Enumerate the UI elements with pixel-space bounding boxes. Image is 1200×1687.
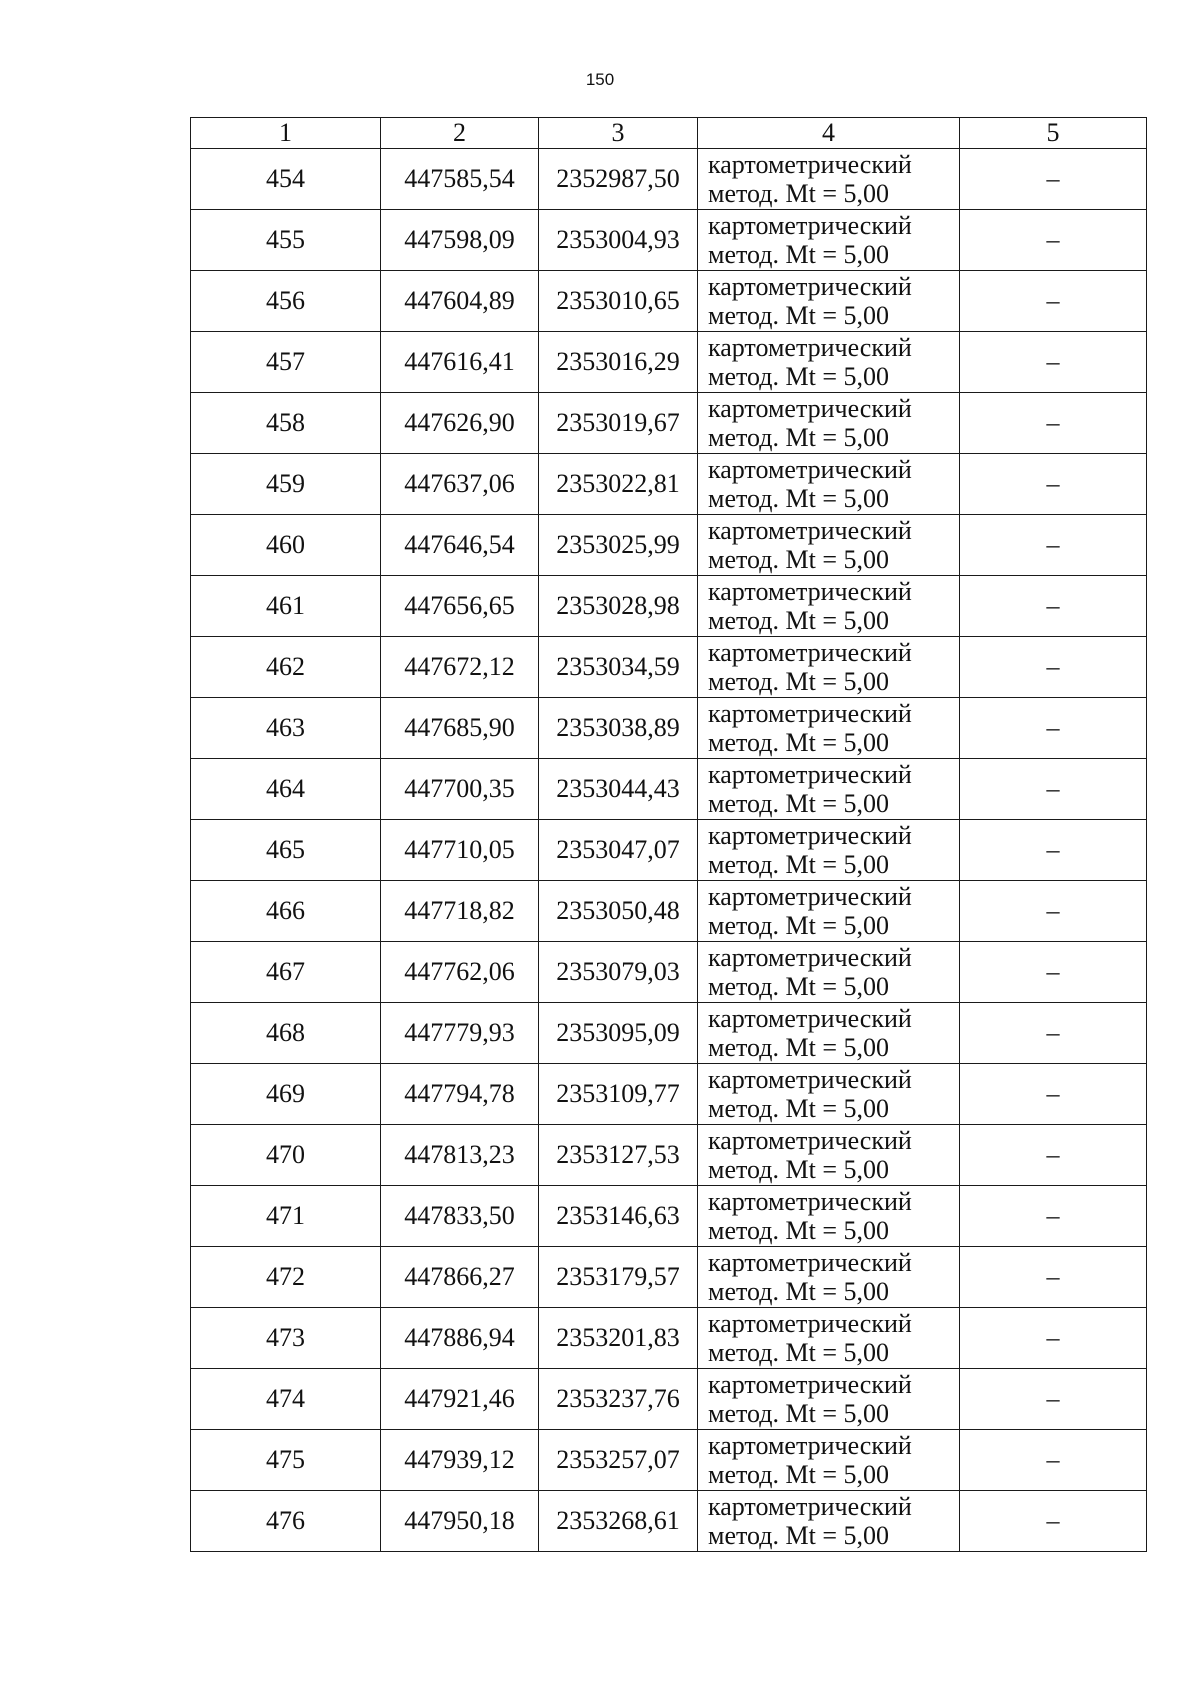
point-number: 471 — [191, 1186, 381, 1247]
coordinate-y: 2353079,03 — [539, 942, 698, 1003]
column-5-value: – — [960, 271, 1147, 332]
point-number: 462 — [191, 637, 381, 698]
method-line-2: метод. Mt = 5,00 — [708, 1155, 889, 1184]
method-line-2: метод. Mt = 5,00 — [708, 301, 889, 330]
coordinate-x: 447672,12 — [381, 637, 539, 698]
method-line-1: картометрический — [708, 455, 912, 484]
method-line-1: картометрический — [708, 1126, 912, 1155]
point-number: 468 — [191, 1003, 381, 1064]
page-number: 150 — [585, 70, 615, 89]
point-number: 474 — [191, 1369, 381, 1430]
method-line-2: метод. Mt = 5,00 — [708, 1521, 889, 1550]
table-row — [191, 1003, 1147, 1064]
method-cell — [698, 1125, 960, 1186]
method-line-2: метод. Mt = 5,00 — [708, 850, 889, 879]
point-number: 461 — [191, 576, 381, 637]
column-5-value: – — [960, 332, 1147, 393]
method-cell — [698, 881, 960, 942]
column-5-value: – — [960, 820, 1147, 881]
coordinate-y: 2353038,89 — [539, 698, 698, 759]
table-row — [191, 1308, 1147, 1369]
table-row — [191, 759, 1147, 820]
method-cell — [698, 576, 960, 637]
point-number: 456 — [191, 271, 381, 332]
column-5-value: – — [960, 515, 1147, 576]
method-cell — [698, 1308, 960, 1369]
column-5-value: – — [960, 637, 1147, 698]
column-5-value: – — [960, 1430, 1147, 1491]
point-number: 473 — [191, 1308, 381, 1369]
coordinate-x: 447762,06 — [381, 942, 539, 1003]
column-header-2: 2 — [381, 118, 539, 149]
point-number: 455 — [191, 210, 381, 271]
coordinate-y: 2353044,43 — [539, 759, 698, 820]
method-cell — [698, 1003, 960, 1064]
table-row — [191, 210, 1147, 271]
method-cell — [698, 1247, 960, 1308]
table-row — [191, 1247, 1147, 1308]
point-number: 463 — [191, 698, 381, 759]
method-line-1: картометрический — [708, 211, 912, 240]
coordinate-y: 2353127,53 — [539, 1125, 698, 1186]
coordinate-x: 447656,65 — [381, 576, 539, 637]
point-number: 459 — [191, 454, 381, 515]
method-line-2: метод. Mt = 5,00 — [708, 606, 889, 635]
method-line-1: картометрический — [708, 333, 912, 362]
method-line-2: метод. Mt = 5,00 — [708, 423, 889, 452]
coordinate-x: 447626,90 — [381, 393, 539, 454]
coordinate-x: 447604,89 — [381, 271, 539, 332]
coordinate-y: 2353004,93 — [539, 210, 698, 271]
point-number: 469 — [191, 1064, 381, 1125]
method-line-1: картометрический — [708, 1431, 912, 1460]
method-line-2: метод. Mt = 5,00 — [708, 362, 889, 391]
coordinate-x: 447794,78 — [381, 1064, 539, 1125]
coordinate-x: 447813,23 — [381, 1125, 539, 1186]
method-line-2: метод. Mt = 5,00 — [708, 484, 889, 513]
column-5-value: – — [960, 1125, 1147, 1186]
coordinate-x: 447718,82 — [381, 881, 539, 942]
point-number: 467 — [191, 942, 381, 1003]
table-row — [191, 515, 1147, 576]
coordinate-x: 447886,94 — [381, 1308, 539, 1369]
column-header-1: 1 — [191, 118, 381, 149]
column-header-3: 3 — [539, 118, 698, 149]
column-5-value: – — [960, 698, 1147, 759]
table-row — [191, 942, 1147, 1003]
coordinate-y: 2352987,50 — [539, 149, 698, 210]
point-number: 466 — [191, 881, 381, 942]
column-5-value: – — [960, 210, 1147, 271]
method-line-2: метод. Mt = 5,00 — [708, 789, 889, 818]
coordinate-y: 2353201,83 — [539, 1308, 698, 1369]
method-line-2: метод. Mt = 5,00 — [708, 1033, 889, 1062]
method-cell — [698, 1430, 960, 1491]
table-row — [191, 576, 1147, 637]
point-number: 464 — [191, 759, 381, 820]
method-cell — [698, 1491, 960, 1552]
point-number: 458 — [191, 393, 381, 454]
coordinate-y: 2353028,98 — [539, 576, 698, 637]
column-5-value: – — [960, 149, 1147, 210]
coordinate-x: 447637,06 — [381, 454, 539, 515]
table-row — [191, 1430, 1147, 1491]
method-line-1: картометрический — [708, 1004, 912, 1033]
method-line-2: метод. Mt = 5,00 — [708, 179, 889, 208]
method-line-2: метод. Mt = 5,00 — [708, 1094, 889, 1123]
point-number: 465 — [191, 820, 381, 881]
coordinate-y: 2353095,09 — [539, 1003, 698, 1064]
table-row — [191, 1186, 1147, 1247]
coordinate-y: 2353022,81 — [539, 454, 698, 515]
column-5-value: – — [960, 1369, 1147, 1430]
method-line-1: картометрический — [708, 699, 912, 728]
column-5-value: – — [960, 1186, 1147, 1247]
method-line-1: картометрический — [708, 821, 912, 850]
coordinate-x: 447646,54 — [381, 515, 539, 576]
method-cell — [698, 698, 960, 759]
table-row — [191, 1064, 1147, 1125]
method-cell — [698, 393, 960, 454]
point-number: 457 — [191, 332, 381, 393]
point-number: 470 — [191, 1125, 381, 1186]
table-row — [191, 1491, 1147, 1552]
coordinate-y: 2353146,63 — [539, 1186, 698, 1247]
method-line-2: метод. Mt = 5,00 — [708, 667, 889, 696]
method-line-1: картометрический — [708, 1370, 912, 1399]
column-header-4: 4 — [698, 118, 960, 149]
method-line-2: метод. Mt = 5,00 — [708, 911, 889, 940]
method-cell — [698, 210, 960, 271]
method-cell — [698, 332, 960, 393]
column-5-value: – — [960, 1064, 1147, 1125]
method-line-2: метод. Mt = 5,00 — [708, 728, 889, 757]
method-line-2: метод. Mt = 5,00 — [708, 972, 889, 1001]
column-5-value: – — [960, 393, 1147, 454]
table-body — [191, 149, 1147, 1552]
method-line-1: картометрический — [708, 516, 912, 545]
column-5-value: – — [960, 1247, 1147, 1308]
method-cell — [698, 454, 960, 515]
coordinate-x: 447939,12 — [381, 1430, 539, 1491]
coordinate-x: 447779,93 — [381, 1003, 539, 1064]
column-5-value: – — [960, 454, 1147, 515]
coordinate-y: 2353025,99 — [539, 515, 698, 576]
method-cell — [698, 149, 960, 210]
method-cell — [698, 515, 960, 576]
column-header-5: 5 — [960, 118, 1147, 149]
coordinate-x: 447710,05 — [381, 820, 539, 881]
coordinate-y: 2353016,29 — [539, 332, 698, 393]
coordinate-y: 2353237,76 — [539, 1369, 698, 1430]
method-cell — [698, 942, 960, 1003]
table-row — [191, 454, 1147, 515]
point-number: 454 — [191, 149, 381, 210]
method-line-2: метод. Mt = 5,00 — [708, 1216, 889, 1245]
method-line-1: картометрический — [708, 943, 912, 972]
column-5-value: – — [960, 1003, 1147, 1064]
method-line-2: метод. Mt = 5,00 — [708, 1277, 889, 1306]
method-line-1: картометрический — [708, 272, 912, 301]
coordinate-x: 447685,90 — [381, 698, 539, 759]
method-line-1: картометрический — [708, 638, 912, 667]
coordinate-x: 447833,50 — [381, 1186, 539, 1247]
coordinate-x: 447585,54 — [381, 149, 539, 210]
point-number: 472 — [191, 1247, 381, 1308]
method-cell — [698, 1064, 960, 1125]
column-5-value: – — [960, 942, 1147, 1003]
coordinate-y: 2353047,07 — [539, 820, 698, 881]
table-row — [191, 1369, 1147, 1430]
method-line-1: картометрический — [708, 1065, 912, 1094]
coordinate-x: 447866,27 — [381, 1247, 539, 1308]
table-row — [191, 1125, 1147, 1186]
method-line-1: картометрический — [708, 1187, 912, 1216]
method-line-2: метод. Mt = 5,00 — [708, 1338, 889, 1367]
method-line-1: картометрический — [708, 394, 912, 423]
coordinate-y: 2353268,61 — [539, 1491, 698, 1552]
table-row — [191, 881, 1147, 942]
coordinate-x: 447616,41 — [381, 332, 539, 393]
column-5-value: – — [960, 1308, 1147, 1369]
coordinate-x: 447950,18 — [381, 1491, 539, 1552]
coordinate-x: 447700,35 — [381, 759, 539, 820]
method-cell — [698, 820, 960, 881]
method-cell — [698, 1186, 960, 1247]
method-line-1: картометрический — [708, 577, 912, 606]
coordinate-y: 2353257,07 — [539, 1430, 698, 1491]
method-line-1: картометрический — [708, 882, 912, 911]
method-cell — [698, 637, 960, 698]
coordinate-y: 2353010,65 — [539, 271, 698, 332]
method-cell — [698, 271, 960, 332]
method-line-1: картометрический — [708, 1248, 912, 1277]
method-line-2: метод. Mt = 5,00 — [708, 240, 889, 269]
method-line-1: картометрический — [708, 1309, 912, 1338]
coordinate-y: 2353109,77 — [539, 1064, 698, 1125]
coordinate-x: 447598,09 — [381, 210, 539, 271]
method-cell — [698, 759, 960, 820]
column-5-value: – — [960, 1491, 1147, 1552]
point-number: 476 — [191, 1491, 381, 1552]
method-line-1: картометрический — [708, 1492, 912, 1521]
header-row — [191, 118, 1147, 149]
coordinate-x: 447921,46 — [381, 1369, 539, 1430]
point-number: 475 — [191, 1430, 381, 1491]
method-line-1: картометрический — [708, 760, 912, 789]
method-line-2: метод. Mt = 5,00 — [708, 1399, 889, 1428]
coordinate-y: 2353034,59 — [539, 637, 698, 698]
coordinate-y: 2353050,48 — [539, 881, 698, 942]
coordinate-y: 2353179,57 — [539, 1247, 698, 1308]
method-line-2: метод. Mt = 5,00 — [708, 1460, 889, 1489]
table-row — [191, 149, 1147, 210]
point-number: 460 — [191, 515, 381, 576]
column-5-value: – — [960, 576, 1147, 637]
table-row — [191, 820, 1147, 881]
table-row — [191, 332, 1147, 393]
table-row — [191, 637, 1147, 698]
column-5-value: – — [960, 881, 1147, 942]
table-row — [191, 271, 1147, 332]
table-row — [191, 698, 1147, 759]
table-row — [191, 393, 1147, 454]
coordinates-table — [190, 117, 1147, 1552]
column-5-value: – — [960, 759, 1147, 820]
method-cell — [698, 1369, 960, 1430]
coordinate-y: 2353019,67 — [539, 393, 698, 454]
method-line-1: картометрический — [708, 150, 912, 179]
method-line-2: метод. Mt = 5,00 — [708, 545, 889, 574]
